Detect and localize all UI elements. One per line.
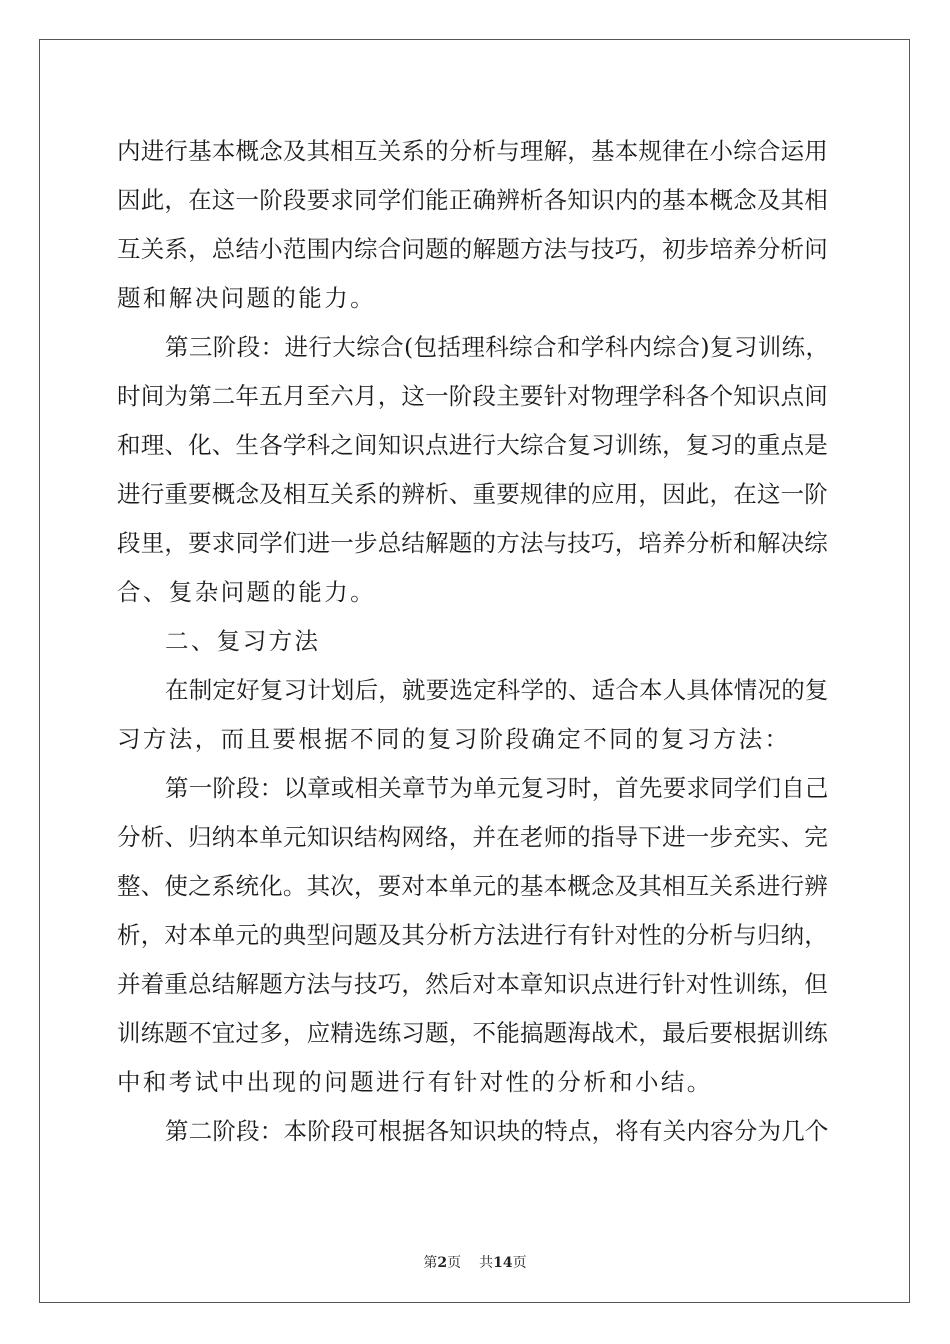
text-line: 并着重总结解题方法与技巧，然后对本章知识点进行针对性训练，但 — [117, 970, 828, 998]
text-line: 在制定好复习计划后，就要选定科学的、适合本人具体情况的复 — [165, 676, 829, 704]
text-line: 合、复杂问题的能力。 — [117, 578, 376, 606]
page-number: 2 — [437, 1255, 448, 1271]
document-body — [117, 127, 833, 1156]
text-line: 中和考试中出现的问题进行有针对性的分析和小结。 — [117, 1068, 713, 1096]
text-line: 时间为第二年五月至六月，这一阶段主要针对物理学科各个知识点间 — [117, 382, 828, 410]
page-prefix: 第 — [423, 1255, 438, 1271]
text-line: 二、复习方法 — [165, 627, 321, 655]
total-suffix: 页 — [512, 1255, 527, 1271]
text-line: 进行重要概念及相互关系的辨析、重要规律的应用，因此，在这一阶 — [117, 480, 828, 508]
text-line: 段里，要求同学们进一步总结解题的方法与技巧，培养分析和解决综 — [117, 529, 828, 557]
total-pages: 14 — [493, 1255, 513, 1271]
text-line: 第三阶段：进行大综合(包括理科综合和学科内综合)复习训练， — [165, 333, 830, 361]
text-line: 整、使之系统化。其次，要对本单元的基本概念及其相互关系进行辨 — [117, 872, 828, 900]
text-line: 训练题不宜过多，应精选练习题，不能搞题海战术，最后要根据训练 — [117, 1019, 828, 1047]
text-line: 和理、化、生各学科之间知识点进行大综合复习训练，复习的重点是 — [117, 431, 828, 459]
text-line: 内进行基本概念及其相互关系的分析与理解，基本规律在小综合运用 — [117, 137, 828, 165]
text-line: 因此，在这一阶段要求同学们能正确辨析各知识内的基本概念及其相 — [117, 186, 828, 214]
text-line: 析，对本单元的典型问题及其分析方法进行有针对性的分析与归纳， — [117, 921, 828, 949]
page-footer — [0, 1252, 950, 1272]
text-line: 分析、归纳本单元知识结构网络，并在老师的指导下进一步充实、完 — [117, 823, 828, 851]
text-line: 题和解决问题的能力。 — [117, 284, 376, 312]
page-suffix: 页 — [447, 1255, 462, 1271]
text-line: 第一阶段：以章或相关章节为单元复习时，首先要求同学们自己 — [165, 774, 829, 802]
text-line: 第二阶段：本阶段可根据各知识块的特点，将有关内容分为几个 — [165, 1117, 829, 1145]
total-prefix: 共 — [479, 1255, 494, 1271]
text-line: 习方法，而且要根据不同的复习阶段确定不同的复习方法： — [117, 725, 791, 753]
text-line: 互关系，总结小范围内综合问题的解题方法与技巧，初步培养分析问 — [117, 235, 828, 263]
